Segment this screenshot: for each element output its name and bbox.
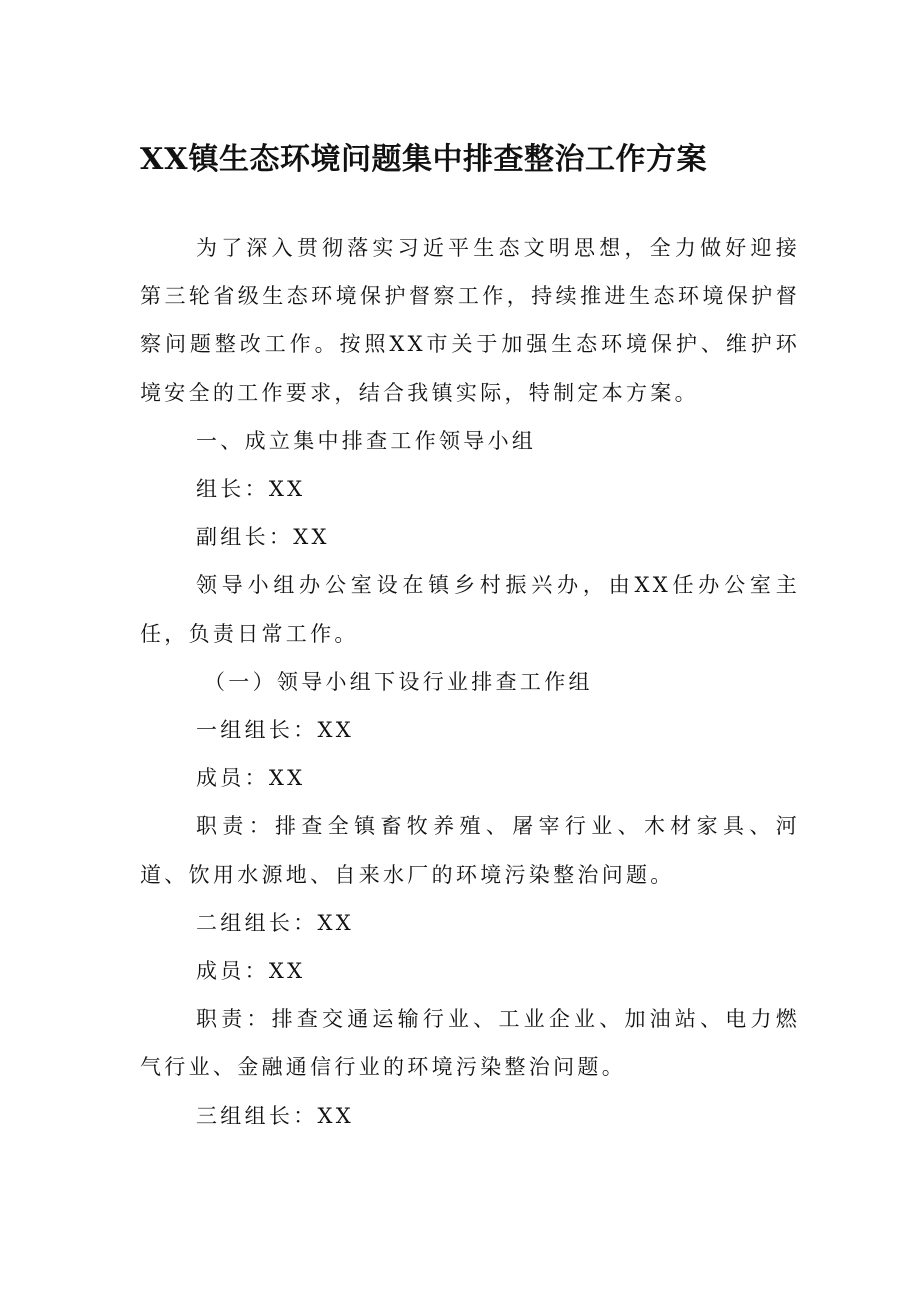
intro-paragraph: 为了深入贯彻落实习近平生态文明思想，全力做好迎接第三轮省级生态环境保护督察工作，持续推进生态环境保护督察问题整改工作。按照XX市关于加强生态环境保护、维护环境安全的工作要求，结合我镇实际，特制定本方案。 <box>140 236 800 405</box>
group1-duty-paragraph: 职责：排查全镇畜牧养殖、屠宰行业、木材家具、河道、饮用水源地、自来水厂的环境污染整治问题。 <box>140 814 800 887</box>
group3-leader-line: 三组组长：XX <box>196 1103 354 1128</box>
section-heading: 一、成立集中排查工作领导小组 <box>196 428 537 453</box>
group2-members-line: 成员：XX <box>196 959 306 984</box>
title-code: XX <box>140 142 189 177</box>
deputy-leader-line: 副组长：XX <box>196 525 330 550</box>
group1-members-line: 成员：XX <box>196 766 306 791</box>
title-text: 镇生态环境问题集中排查整治工作方案 <box>188 142 708 177</box>
office-paragraph: 领导小组办公室设在镇乡村振兴办，由XX任办公室主任，负责日常工作。 <box>140 573 800 646</box>
leader-line: 组长：XX <box>196 477 306 502</box>
group2-duty-paragraph: 职责：排查交通运输行业、工业企业、加油站、电力燃气行业、金融通信行业的环境污染整治问题。 <box>140 1007 800 1080</box>
document-body <box>140 224 800 1140</box>
group2-leader-line: 二组组长：XX <box>196 910 354 935</box>
subsection-heading: （一）领导小组下设行业排查工作组 <box>204 669 593 694</box>
group1-leader-line: 一组组长：XX <box>196 718 354 743</box>
document-title <box>140 136 840 184</box>
